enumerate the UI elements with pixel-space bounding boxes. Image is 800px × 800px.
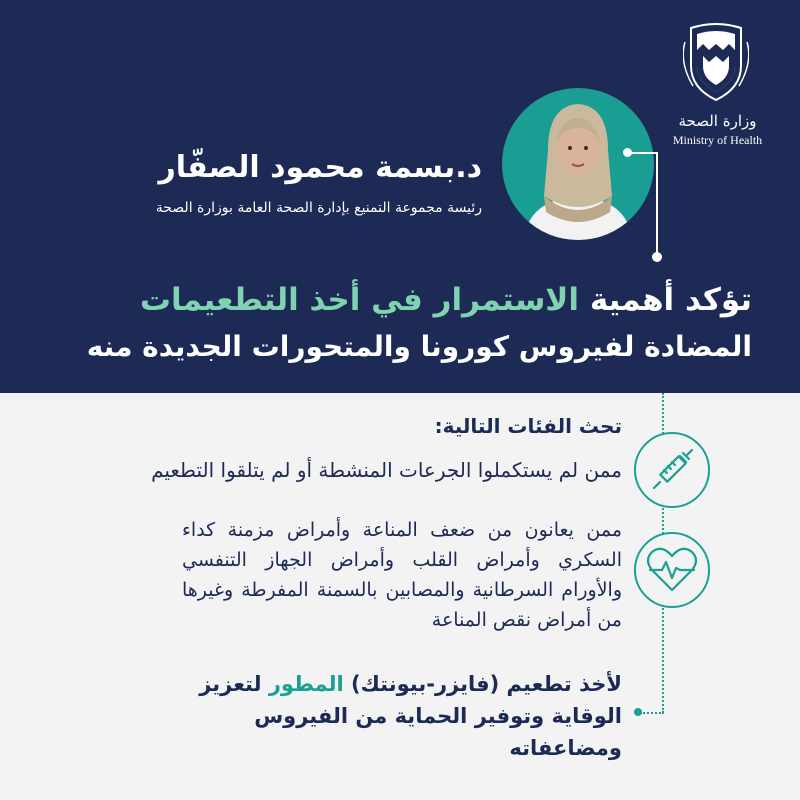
speaker-portrait	[502, 88, 654, 240]
ministry-name-english: Ministry of Health	[672, 133, 763, 147]
connector-line	[656, 152, 658, 257]
syringe-icon-circle	[634, 432, 710, 508]
syringe-icon	[636, 434, 708, 506]
headline-highlight: الاستمرار في أخذ التطعيمات	[139, 282, 580, 318]
timeline-dotted-line	[640, 712, 664, 714]
closing-text: لأخذ تطعيم (فايزر-بيونتك)	[351, 672, 622, 696]
speaker-role: رئيسة مجموعة التمنيع بإدارة الصحة العامة بوزارة الصحة	[155, 200, 482, 216]
headline-line-1	[140, 282, 752, 318]
closing-highlight: المطور	[268, 672, 344, 696]
timeline-dot	[634, 708, 642, 716]
closing-text-2: لتعزيز الوقاية وتوفير الحماية من الفيروس ومضاعفاته	[199, 672, 622, 760]
heart-icon-circle	[634, 532, 710, 608]
heart-pulse-icon	[636, 534, 708, 606]
closing-statement	[172, 668, 622, 764]
target-group-2: ممن يعانون من ضعف المناعة وأمراض مزمنة كداء السكري وأمراض القلب وأمراض الجهاز التنفسي والأورام السرطانية والمصابين بالسمنة المفرطة وغيرها من أمراض نقص المناعة	[182, 519, 622, 631]
ministry-emblem-icon	[683, 22, 749, 102]
headline-line-2: المضادة لفيروس كورونا والمتحورات الجديدة منه	[86, 330, 752, 363]
ministry-logo	[655, 22, 780, 152]
target-group-1: ممن لم يستكملوا الجرعات المنشطة أو لم يتلقوا التطعيم	[151, 458, 622, 482]
speaker-name: د.بسمة محمود الصفّار	[158, 150, 482, 185]
connector-line	[630, 152, 658, 154]
section-subhead: تحث الفئات التالية:	[434, 414, 622, 438]
connector-dot	[652, 252, 662, 262]
portrait-illustration	[502, 88, 654, 240]
ministry-name-arabic: وزارة الصحة	[678, 112, 757, 130]
headline-text: تؤكد أهمية	[589, 282, 752, 318]
